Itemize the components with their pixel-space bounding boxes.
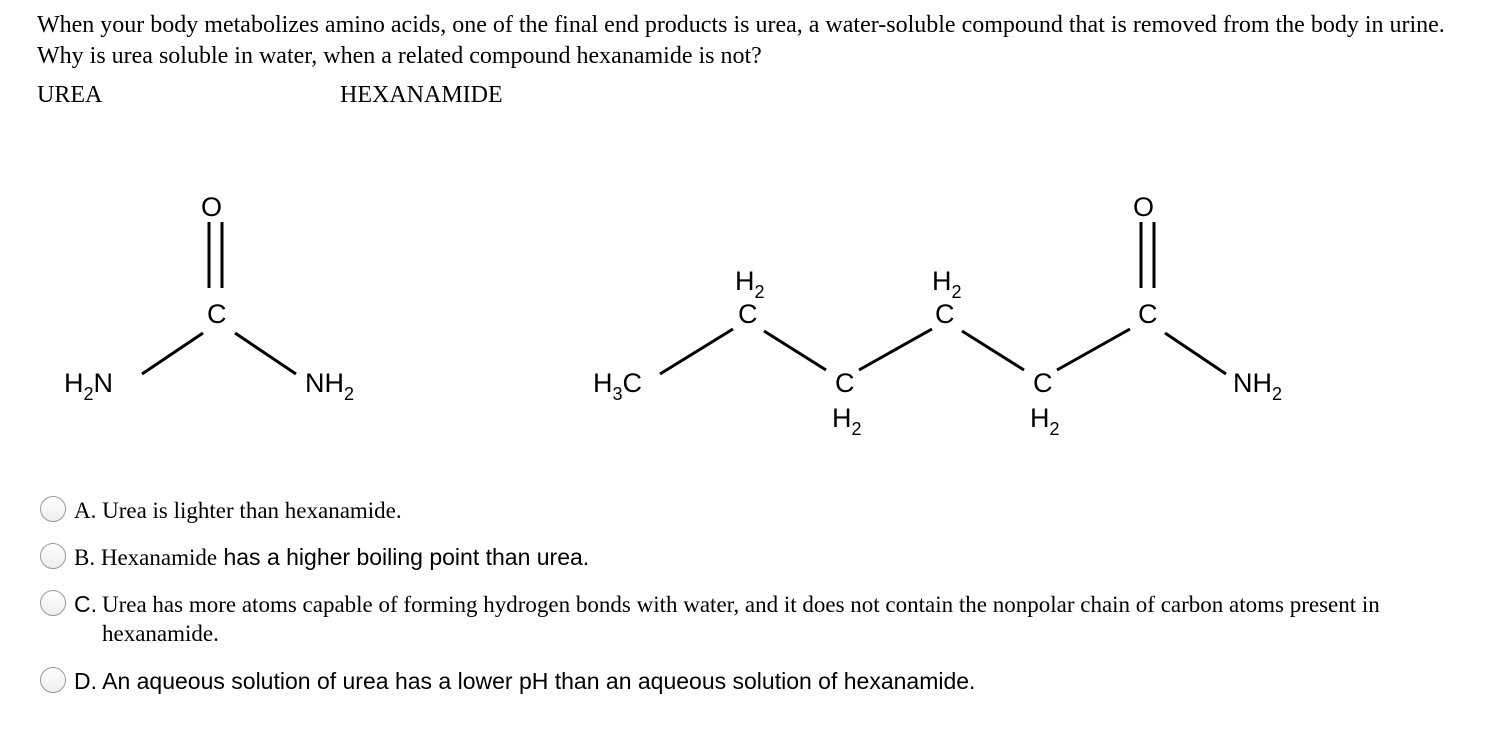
hexanamide-c4: C xyxy=(935,299,955,329)
urea-nh2: $NH_2$ xyxy=(305,368,355,404)
hexanamide-c3: C xyxy=(835,368,855,398)
option-d-radio[interactable] xyxy=(40,667,66,693)
chemical-structures xyxy=(0,180,1508,470)
option-b[interactable] xyxy=(40,543,589,572)
option-c-radio[interactable] xyxy=(40,590,66,616)
hexanamide-c5: C xyxy=(1033,368,1053,398)
option-c-letter: C. xyxy=(74,591,97,617)
urea-carbon: C xyxy=(207,299,227,329)
hexanamide-c2: C xyxy=(738,299,758,329)
hexanamide-c4-h: $H_2$ xyxy=(932,266,962,302)
option-a-radio[interactable] xyxy=(40,496,66,522)
option-c-text xyxy=(74,590,1454,648)
hexanamide-bond-4 xyxy=(962,331,1024,370)
option-a[interactable] xyxy=(40,496,402,525)
option-b-radio[interactable] xyxy=(40,543,66,569)
hexanamide-label: HEXANAMIDE xyxy=(340,82,503,108)
option-c[interactable] xyxy=(40,590,1454,648)
hexanamide-bond-3 xyxy=(859,329,932,370)
hexanamide-c5-h: $H_2$ xyxy=(1030,403,1060,439)
question-text: When your body metabolizes amino acids, one of the final end products is urea, a water-soluble compound that is removed from the body in urine. Why is urea soluble in water, when a related compound hexanamide is not? xyxy=(37,12,1445,69)
option-a-text: A. Urea is lighter than hexanamide. xyxy=(74,498,402,523)
hexanamide-c3-h: $H_2$ xyxy=(832,403,862,439)
urea-structure xyxy=(64,192,354,404)
hexanamide-bond-5 xyxy=(1057,329,1130,370)
hexanamide-c2-h: $H_2$ xyxy=(735,266,765,302)
urea-h2n: $H_2N$ xyxy=(64,368,114,404)
option-b-text xyxy=(74,543,589,572)
hexanamide-h3c: $H_3C$ xyxy=(593,368,643,404)
option-d-text: D. An aqueous solution of urea has a lower pH than an aqueous solution of hexanamide. xyxy=(74,668,976,694)
urea-label: UREA xyxy=(37,82,103,108)
hexanamide-bond-1 xyxy=(660,329,733,374)
option-b-prefix: B. Hexanamide xyxy=(74,545,218,570)
hexanamide-nh2: $NH_2$ xyxy=(1233,368,1283,404)
urea-bond-left xyxy=(142,333,203,374)
urea-oxygen: O xyxy=(201,192,223,222)
hexanamide-c1: C xyxy=(1138,299,1158,329)
hexanamide-structure xyxy=(593,192,1282,439)
urea-bond-right xyxy=(235,333,296,374)
hexanamide-bond-2 xyxy=(764,331,826,370)
option-c-body: Urea has more atoms capable of forming hydrogen bonds with water, and it does not contain the nonpolar chain of carbon atoms present in hexanamide. xyxy=(102,592,1380,646)
option-d[interactable] xyxy=(40,667,975,696)
option-b-rest: has a higher boiling point than urea. xyxy=(217,544,590,570)
hexanamide-oxygen: O xyxy=(1133,192,1155,222)
hexanamide-bond-6 xyxy=(1165,333,1226,374)
